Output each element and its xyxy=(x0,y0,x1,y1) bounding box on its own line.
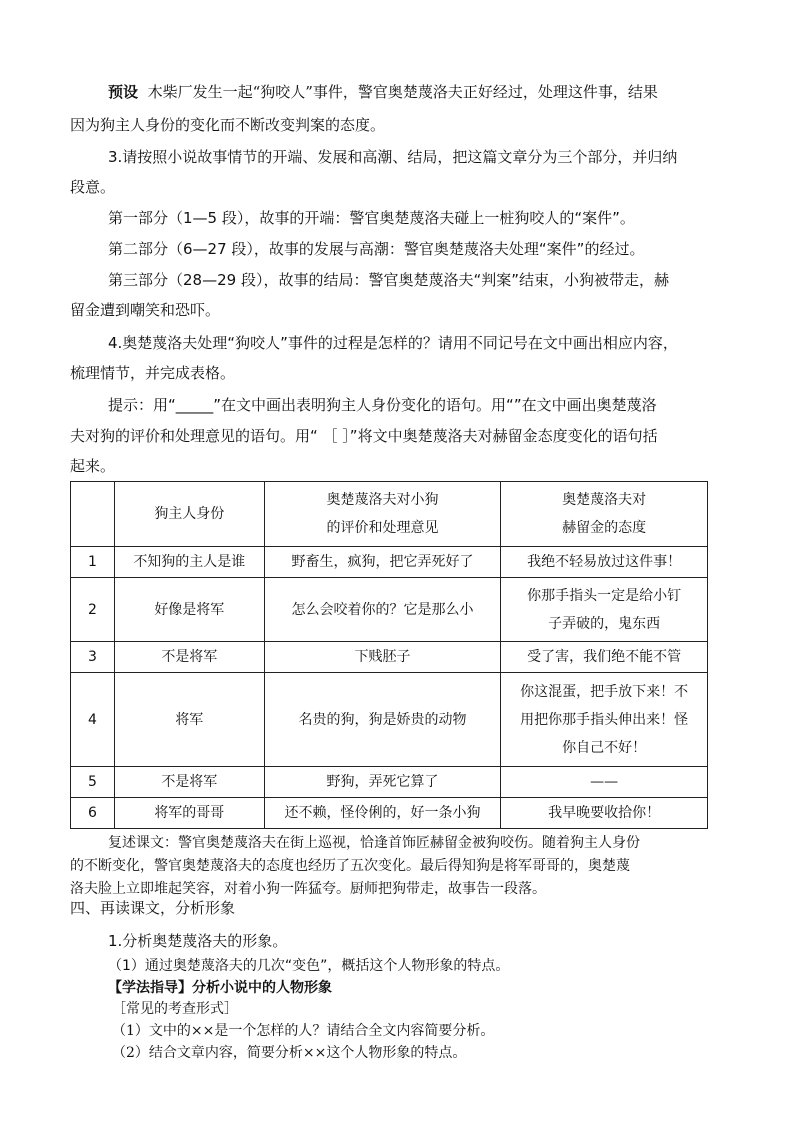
row-attitude xyxy=(501,547,708,578)
preset-text: 木柴厂发生一起“狗咬人”事件，警官奥楚蔑洛夫正好经过，处理这件事，结果 xyxy=(147,83,658,101)
table-header-row xyxy=(71,482,708,547)
q3-part-1: 第一部分（1—5 段），故事的开端：警官奥楚蔑洛夫碰上一桩狗咬人的“案件”。 xyxy=(108,209,635,227)
attitude-line: 我绝不轻易放过这件事！ xyxy=(527,554,682,570)
header-attitude-line-1: 奥楚蔑洛夫对 xyxy=(562,492,647,508)
q4-line-2: 梳理情节，并完成表格。 xyxy=(70,364,236,382)
preset-line-2: 因为狗主人身份的变化而不断改变判案的态度。 xyxy=(70,116,386,134)
row-attitude xyxy=(501,798,708,829)
row-owner: 将军 xyxy=(114,673,264,767)
q4-line-1: 4.奥楚蔑洛夫处理“狗咬人”事件的过程是怎样的？请用不同记号在文中画出相应内容， xyxy=(108,334,678,352)
section-4-title: 四、再读课文，分析形象 xyxy=(70,899,236,917)
q3-part-3-line-2: 留金遭到嘲笑和恐吓。 xyxy=(70,301,221,319)
row-dog: 还不赖，怪伶俐的，好一条小狗 xyxy=(264,798,501,829)
row-attitude xyxy=(501,578,708,642)
row-owner: 不是将军 xyxy=(114,642,264,673)
header-dog-line-1: 奥楚蔑洛夫对小狗 xyxy=(326,492,439,508)
method-guide: 【学法指导】分析小说中的人物形象 xyxy=(108,980,332,996)
header-dog-line-2: 的评价和处理意见 xyxy=(326,520,439,536)
table-row xyxy=(71,642,708,673)
retell-line-2: 的不断变化，警官奥楚蔑洛夫的态度也经历了五次变化。最后得知狗是将军哥哥的，奥楚蔑 xyxy=(70,858,630,874)
retell-line-1: 复述课文：警官奥楚蔑洛夫在街上巡视，恰逢首饰匠赫留金被狗咬伤。随着狗主人身份 xyxy=(108,835,640,851)
q3-part-3-line-1: 第三部分（28—29 段），故事的结局：警官奥楚蔑洛夫“判案”结束，小狗被带走，赫 xyxy=(108,271,669,289)
attitude-line: 我早晚要收拾你！ xyxy=(548,805,661,821)
row-owner: 不知狗的主人是谁 xyxy=(114,547,264,578)
header-dog xyxy=(264,482,501,547)
row-attitude xyxy=(501,767,708,798)
row-num: 6 xyxy=(71,798,115,829)
attitude-line: 子弄破的，鬼东西 xyxy=(548,615,661,632)
table-row xyxy=(71,547,708,578)
row-dog: 野畜生，疯狗，把它弄死好了 xyxy=(264,547,501,578)
row-owner: 不是将军 xyxy=(114,767,264,798)
attitude-line: 你自己不好！ xyxy=(562,739,647,756)
row-dog: 怎么会咬着你的？它是那么小 xyxy=(264,578,501,642)
preset-label: 预设 xyxy=(108,83,139,101)
q4-hint-line-1: 提示：用“_____”在文中画出表明狗主人身份变化的语句。用“”在文中画出奥楚蔑洛 xyxy=(108,396,657,414)
row-num: 4 xyxy=(71,673,115,767)
header-attitude-line-2: 赫留金的态度 xyxy=(562,520,647,536)
attitude-line: —— xyxy=(590,774,619,790)
header-num xyxy=(71,482,115,547)
common-forms: ［常见的考查形式］ xyxy=(112,1001,238,1017)
row-attitude xyxy=(501,673,708,767)
table-row xyxy=(71,673,708,767)
row-owner: 将军的哥哥 xyxy=(114,798,264,829)
retell-line-3: 洛夫脸上立即堆起笑容，对着小狗一阵猛夸。厨师把狗带走，故事告一段落。 xyxy=(70,881,546,897)
section-4-sub-1: （1）通过奥楚蔑洛夫的几次“变色”，概括这个人物形象的特点。 xyxy=(108,958,510,974)
row-dog: 名贵的狗，狗是娇贵的动物 xyxy=(264,673,501,767)
attitude-line: 你那手指头一定是给小钉 xyxy=(527,587,682,604)
q3-line-2: 段意。 xyxy=(70,178,116,196)
row-dog: 野狗，弄死它算了 xyxy=(264,767,501,798)
header-attitude xyxy=(501,482,708,547)
row-num: 2 xyxy=(71,578,115,642)
attitude-line: 受了害，我们绝不能不管 xyxy=(527,649,682,665)
header-owner: 狗主人身份 xyxy=(114,482,264,547)
row-num: 1 xyxy=(71,547,115,578)
q3-line-1: 3.请按照小说故事情节的开端、发展和高潮、结局，把这篇文章分为三个部分，并归纳 xyxy=(108,148,678,166)
row-attitude xyxy=(501,642,708,673)
table-row xyxy=(71,798,708,829)
q4-hint-line-3: 起来。 xyxy=(70,457,116,475)
example-2: （2）结合文章内容，简要分析××这个人物形象的特点。 xyxy=(112,1045,467,1061)
attitude-line: 你这混蛋，把手放下来！不 xyxy=(520,683,689,700)
q3-part-2: 第二部分（6—27 段），故事的发展与高潮：警官奥楚蔑洛夫处理“案件”的经过。 xyxy=(108,240,645,258)
plot-table xyxy=(70,481,708,829)
q4-hint-line-2: 夫对狗的评价和处理意见的语句。用“ ［ ］”将文中奥楚蔑洛夫对赫留金态度变化的语句括 xyxy=(70,427,658,445)
table-row xyxy=(71,578,708,642)
example-1: （1）文中的××是一个怎样的人？请结合全文内容简要分析。 xyxy=(112,1023,495,1039)
table-row xyxy=(71,767,708,798)
section-4-item-1: 1.分析奥楚蔑洛夫的形象。 xyxy=(108,932,288,950)
attitude-line: 用把你那手指头伸出来！怪 xyxy=(520,711,689,728)
row-dog: 下贱胚子 xyxy=(264,642,501,673)
row-num: 5 xyxy=(71,767,115,798)
row-owner: 好像是将军 xyxy=(114,578,264,642)
preset-line-1 xyxy=(108,77,658,107)
row-num: 3 xyxy=(71,642,115,673)
